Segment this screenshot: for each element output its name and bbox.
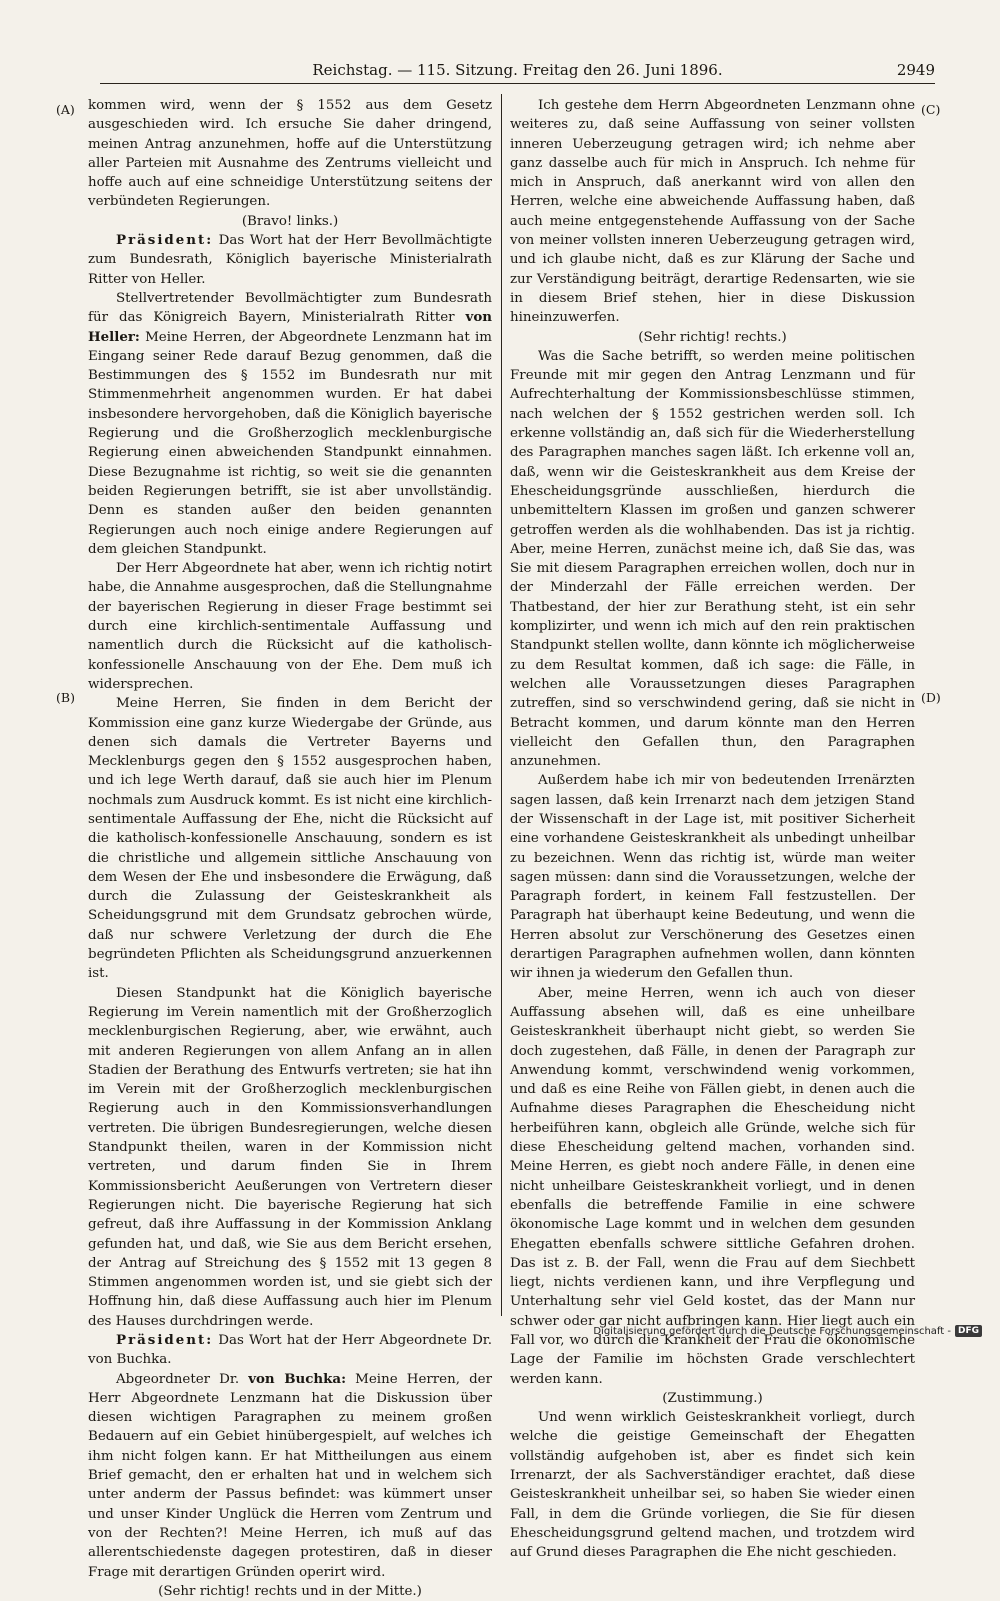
interjection: (Sehr richtig! rechts und in der Mitte.) — [158, 1583, 422, 1599]
speaker-name: Präsident: — [116, 1332, 214, 1348]
paragraph: Der Herr Abgeordnete hat aber, wenn ich richtig notirt habe, die Annahme ausgesprochen, daß die Stellungnahme der bayerischen Regierung in dieser Frage bestimmt sei durch eine kirchlich-sentimentale Auffassung und namentlich durch die Rücksicht auf die katholisch-konfessionelle Anschauung von der Ehe. Dem muß ich widersprechen. — [88, 561, 492, 692]
paragraph — [88, 231, 492, 289]
digitization-credit — [593, 1325, 982, 1337]
paragraph: kommen wird, wenn der § 1552 aus dem Gesetz ausgeschieden wird. Ich ersuche Sie daher dringend, meinen Antrag anzunehmen, hoffe auf die Unterstützung aller Parteien mit Ausnahme des Zentrums vielleicht und hoffe auch auf eine schneidige Unterstützung seitens der verbündeten Regierungen. — [88, 98, 492, 210]
credit-text: Digitalisierung gefördert durch die Deutsche Forschungsgemeinschaft - — [593, 1325, 951, 1337]
paragraph-text: Meine Herren, der Abgeordnete Lenzmann hat im Eingang seiner Rede darauf Bezug genommen, daß die Bestimmungen des § 1552 im Bundesrath nur mit Stimmenmehrheit angenommen wurden. Er hat dabei insbesondere hervorgehoben, daß die Königlich bayerische Regierung und die Großherzoglich mecklenburgische Regierung einen abweichenden Standpunkt einnahmen. Diese Bezugnahme ist richtig, so weit sie die genannten beiden Regierungen betrifft, sie ist aber unvollständig. Denn es standen außer den beiden genannten Regierungen auch noch einige andere Regierungen auf dem gleichen Standpunkt. — [88, 329, 492, 557]
margin-marker-d: (D) — [921, 690, 941, 705]
interjection: (Bravo! links.) — [241, 213, 339, 229]
paragraph: Außerdem habe ich mir von bedeutenden Irrenärzten sagen lassen, daß kein Irrenarzt nach dem jetzigen Stand der Wissenschaft in der Lage ist, mit positiver Sicherheit eine vorhandene Geisteskrankheit als unbedingt unheilbar zu bezeichnen. Wenn das richtig ist, würde man weiter sagen müssen: dann sind die Voraussetzungen, welche der Paragraph fordert, in keinem Fall festzustellen. Der Paragraph hat überhaupt keine Bedeutung, und wenn die Herren absolut zur Verschönerung des Gesetzes einen derartigen Paragraphen aufnehmen wollen, dann könnten wir ihnen ja wiederum den Gefallen thun. — [510, 773, 915, 982]
paragraph — [88, 1331, 492, 1370]
paragraph-text: Das Wort hat der Herr Bevollmächtigte zum Bundesrath, Königlich bayerische Ministerialrath Ritter von Heller. — [88, 233, 492, 287]
paragraph: Und wenn wirklich Geisteskrankheit vorliegt, durch welche die geistige Gemeinschaft der Ehegatten vollständig aufgehoben ist, aber es findet sich kein Irrenarzt, der als Sachverständiger erachtet, daß diese Geisteskrankheit unheilbar sei, so haben Sie wieder einen Fall, in dem die Gründe vorliegen, die Sie für diesen Ehescheidungsgrund geltend machen, und trotzdem wird auf Grund dieses Paragraphen die Ehe nicht geschieden. — [510, 1410, 915, 1561]
paragraph — [88, 289, 492, 559]
page-header — [100, 57, 935, 84]
speaker-name: von Heller: — [88, 309, 492, 345]
margin-marker-c: (C) — [921, 102, 941, 117]
speaker-title: Stellvertretender Bevollmächtigter zum Bundesrath für das Königreich Bayern, Ministerialrath Ritter — [88, 290, 492, 326]
paragraph: Diesen Standpunkt hat die Königlich bayerische Regierung im Verein namentlich mit der Großherzoglich mecklenburgischen Regierung, aber, wie erwähnt, auch mit anderen Regierungen von allem Anfang an in allen Stadien der Berathung des Entwurfs vertreten; sie hat ihn im Verein mit der Großherzoglich mecklenburgischen Regierung auch in den Kommissionsverhandlungen vertreten. Die übrigen Bundesregierungen, welche diesen Standpunkt theilen, waren in der Kommission nicht vertreten, und darum finden Sie in Ihrem Kommissionsbericht Aeußerungen von Vertretern dieser Regierungen nicht. Die bayerische Regierung hat sich gefreut, daß ihre Auffassung in der Kommission Anklang gefunden hat, und daß, wie Sie aus dem Bericht ersehen, der Antrag auf Streichung des § 1552 mit 13 gegen 8 Stimmen angenommen worden ist, und sie giebt sich der Hoffnung hin, daß diese Auffassung auch hier im Plenum des Hauses durchdringen werde. — [88, 985, 492, 1329]
left-column — [88, 96, 492, 1601]
dfg-logo-icon: DFG — [955, 1325, 982, 1337]
page-number: 2949 — [896, 61, 935, 79]
column-divider — [501, 94, 502, 1316]
speaker-name: Präsident: — [116, 232, 214, 249]
interjection: (Zustimmung.) — [662, 1390, 763, 1406]
interjection: (Sehr richtig! rechts.) — [638, 329, 787, 345]
right-column — [510, 96, 915, 1563]
paragraph-text: Meine Herren, der Herr Abgeordnete Lenzmann hat die Diskussion über diesen wichtigen Paragraphen zu meinem großen Bedauern auf ein Gebiet hinübergespielt, auf welches ich ihm nicht folgen kann. Er hat Mittheilungen aus einem Brief gemacht, den er erhalten hat und in welchem sich unter anderm der Passus befindet: was kümmert unser und unser Kinder Unglück die Herren vom Zentrum und von der Rechten?! Meine Herren, ich muß auf das allerentschiedenste dagegen protestiren, daß in dieser Frage mit derartigen Gründen operirt wird. — [88, 1371, 493, 1580]
paragraph: Was die Sache betrifft, so werden meine politischen Freunde mit mir gegen den Antrag Lenzmann und für Aufrechterhaltung der Kommissionsbeschlüsse stimmen, nach welchen der § 1552 gestrichen werden soll. Ich erkenne vollständig an, daß sich für die Wiederherstellung des Paragraphen manches sagen läßt. Ich erkenne voll an, daß, wenn wir die Geisteskrankheit aus dem Kreise der Ehescheidungsgründe ausschließen, hierdurch die unbemitteltern Klassen im großen und ganzen schwerer getroffen werden als die wohlhabenden. Das ist ja richtig. Aber, meine Herren, zunächst meine ich, daß Sie das, was Sie mit diesem Paragraphen erreichen wollen, doch nur in der Minderzahl der Fälle erreichen werden. Der Thatbestand, der hier zur Berathung steht, ist ein sehr komplizirter, und wenn ich mich auf den rein praktischen Standpunkt stellen wollte, dann könnte ich möglicherweise zu dem Resultat kommen, daß ich sage: die Fälle, in welchen alle Voraussetzungen dieses Paragraphen zutreffen, sind so verschwindend gering, daß sie nicht in Betracht kommen, und darum könnte man den Herren vielleicht den Gefallen thun, den Paragraphen anzunehmen. — [510, 348, 915, 770]
margin-marker-a: (A) — [56, 102, 75, 117]
running-title: Reichstag. — 115. Sitzung. Freitag den 26. Juni 1896. — [312, 61, 723, 79]
speaker-title: Abgeordneter Dr. — [116, 1371, 249, 1387]
paragraph — [88, 1370, 492, 1582]
paragraph: Aber, meine Herren, wenn ich auch von dieser Auffassung absehen will, daß es eine unheilbare Geisteskrankheit überhaupt nicht giebt, so werden Sie doch zugestehen, daß Fälle, in denen der Paragraph zur Anwendung kommt, verschwindend wenig vorkommen, und daß es eine Reihe von Fällen giebt, in denen auch die Aufnahme dieses Paragraphen die Ehescheidung nicht herbeiführen kann, obgleich alle Gründe, welche sich für diese Ehescheidung geltend machen, vorhanden sind. Meine Herren, es giebt noch andere Fälle, in denen eine nicht unheilbare Geisteskrankheit vorliegt, und in denen ebenfalls die betreffende Familie in eine schwere ökonomische Lage kommt und in welchen dem gesunden Ehegatten ebenfalls schwere sittliche Gefahren drohen. Das ist z. B. der Fall, wenn die Frau auf dem Siechbett liegt, nichts verdienen kann, und ihre Verpflegung und Unterhaltung sehr viel Geld kostet, das der Mann nur schwer oder gar nicht aufbringen kann. Hier liegt auch ein Fall vor, wo durch die Krankheit der Frau die ökonomische Lage der Familie im höchsten Grade verschlechtert werden kann. — [510, 985, 915, 1387]
paragraph: Ich gestehe dem Herrn Abgeordneten Lenzmann ohne weiteres zu, daß seine Auffassung von seiner vollsten inneren Ueberzeugung getragen wird; ich nehme aber ganz dasselbe auch für mich in Anspruch. Ich nehme für mich in Anspruch, daß anerkannt wird von allen den Herren, welche eine abweichende Auffassung haben, daß auch meine entgegenstehende Auffassung von der Sache von meiner vollsten inneren Ueberzeugung getragen wird, und ich glaube nicht, daß es zur Klärung der Sache und zur Verständigung beiträgt, derartige Redensarten, wie sie in diesem Brief stehen, hier in diese Diskussion hineinzuwerfen. — [510, 98, 915, 326]
margin-marker-b: (B) — [56, 690, 75, 705]
speaker-name: von Buchka: — [248, 1370, 347, 1387]
paragraph-text: Das Wort hat der Herr Abgeordnete Dr. von Buchka. — [88, 1333, 492, 1368]
paragraph: Meine Herren, Sie finden in dem Bericht der Kommission eine ganz kurze Wiedergabe der Gründe, aus denen sich damals die Vertreter Bayerns und Mecklenburgs gegen den § 1552 ausgesprochen haben, und ich lege Werth darauf, daß sie auch hier im Plenum nochmals zum Ausdruck kommt. Es ist nicht eine kirchlich-sentimentale Auffassung der Ehe, nicht die Rücksicht auf die katholisch-konfessionelle Anschauung, sondern es ist die christliche und allgemein sittliche Anschauung von dem Wesen der Ehe und insbesondere die Erwägung, daß durch die Zulassung der Geisteskrankheit als Scheidungsgrund mit dem Grundsatz gebrochen würde, daß nur schwere Verletzung der durch die Ehe begründeten Pflichten als Scheidungsgrund anzuerkennen ist. — [88, 696, 492, 982]
